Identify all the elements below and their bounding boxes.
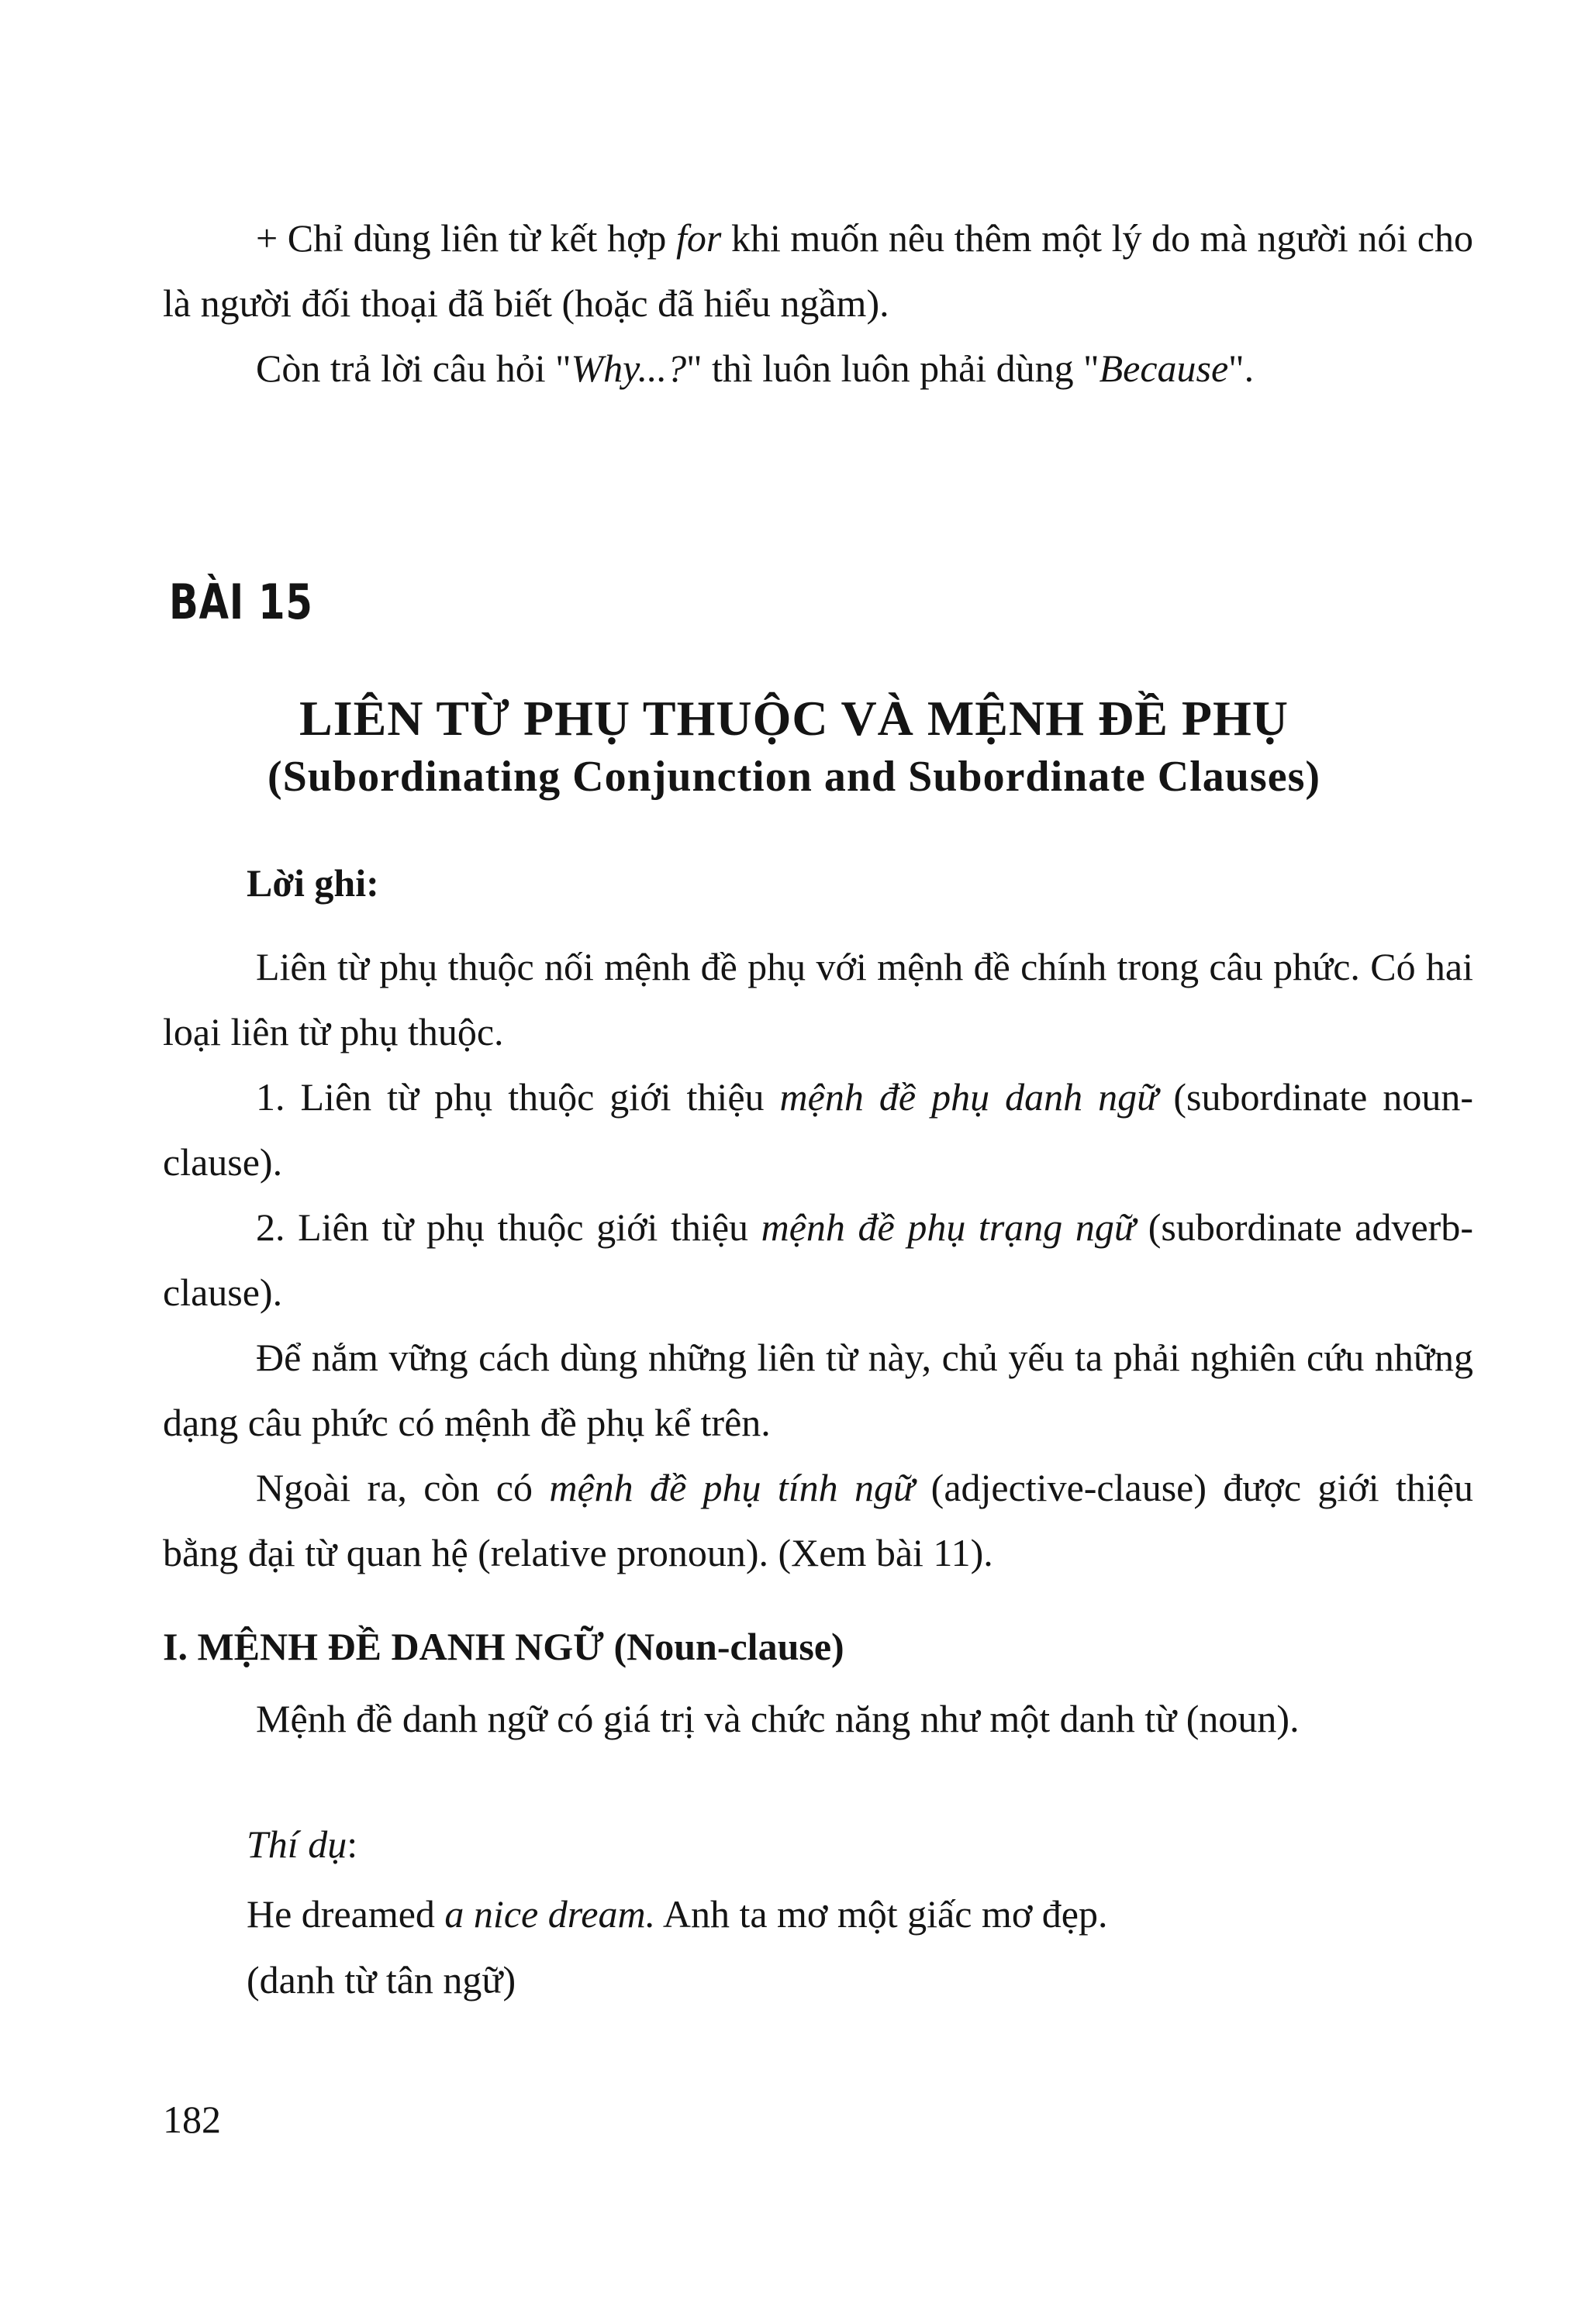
note-item-1 [163, 1064, 1473, 1195]
lesson-label: BÀI 15 [169, 574, 313, 630]
example-translation: Anh ta mơ một giấc mơ đẹp. [655, 1892, 1108, 1936]
example-italic: a nice dream. [444, 1892, 656, 1936]
intro-italic-why: Why...? [571, 347, 687, 390]
example-note: (danh từ tân ngữ) [247, 1958, 516, 2002]
intro-text: ". [1228, 347, 1255, 390]
note-text: (adjective-clause) được giới thiệu bằng đại từ quan hệ (relative pronoun). (Xem bài 11). [163, 1466, 1473, 1574]
note-item-italic: mệnh đề phụ danh ngữ [779, 1075, 1158, 1119]
note-item-italic: mệnh đề phụ trạng ngữ [761, 1205, 1136, 1249]
section-paragraph-1: Mệnh đề danh ngữ có giá trị và chức năng như một danh từ (noun). [256, 1697, 1300, 1740]
note-heading: Lời ghi: [247, 861, 379, 905]
intro-text: khi muốn nêu thêm một lý do mà người nói cho là người đối thoại đã biết (hoặc đã hiểu ngầm). [163, 216, 1473, 325]
note-item-text: 2. Liên từ phụ thuộc giới thiệu [256, 1205, 761, 1249]
example-text: He dreamed [247, 1892, 445, 1936]
section-heading-noun-clause: I. MỆNH ĐỀ DANH NGỮ (Noun-clause) [163, 1625, 844, 1668]
page-number: 182 [163, 2098, 221, 2141]
example-label-text: Thí dụ [247, 1822, 347, 1866]
note-text: Ngoài ra, còn có [256, 1466, 550, 1509]
intro-text: + Chỉ dùng liên từ kết hợp [256, 216, 677, 260]
intro-italic-because: Because [1099, 347, 1229, 390]
example-sentence [247, 1891, 1107, 1936]
example-label-colon: : [347, 1822, 358, 1866]
lesson-title-english: (Subordinating Conjunction and Subordinate Clauses) [267, 753, 1321, 801]
intro-paragraph-for [163, 205, 1473, 336]
note-item-text: (subordinate adverb-clause). [163, 1205, 1473, 1314]
lesson-title-vietnamese: LIÊN TỪ PHỤ THUỘC VÀ MỆNH ĐỀ PHỤ [299, 691, 1289, 746]
note-item-text: (subordinate noun-clause). [163, 1075, 1474, 1184]
note-paragraph-2: Để nắm vững cách dùng những liên từ này, chủ yếu ta phải nghiên cứu những dạng câu phức có mệnh đề phụ kể trên. [163, 1336, 1473, 1444]
note-italic: mệnh đề phụ tính ngữ [549, 1466, 915, 1509]
intro-text: " thì luôn luôn phải dùng " [686, 347, 1100, 390]
note-paragraph-3 [163, 1455, 1473, 1585]
note-item-text: 1. Liên từ phụ thuộc giới thiệu [256, 1075, 780, 1119]
intro-text: Còn trả lời câu hỏi " [256, 347, 571, 390]
example-label [247, 1822, 357, 1867]
note-item-2 [163, 1195, 1473, 1325]
note-paragraph-1: Liên từ phụ thuộc nối mệnh đề phụ với mệnh đề chính trong câu phức. Có hai loại liên từ phụ thuộc. [163, 945, 1473, 1053]
intro-italic-for: for [676, 216, 722, 260]
intro-paragraph-why [163, 336, 1473, 401]
